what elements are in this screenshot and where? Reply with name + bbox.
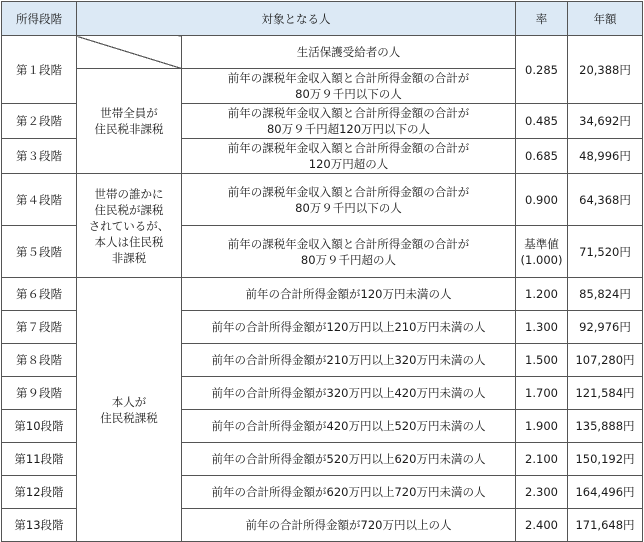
stage-cell: 第８段階 <box>2 344 77 377</box>
group-member-taxed: 世帯の誰かに 住民税が課税 されているが、 本人は住民税 非課税 <box>77 174 182 278</box>
rate-cell: 1.500 <box>516 344 568 377</box>
annual-cell: 171,648円 <box>568 509 643 542</box>
header-rate: 率 <box>516 2 568 36</box>
rate-cell: 基準値 (1.000) <box>516 226 568 278</box>
stage-cell: 第３段階 <box>2 139 77 174</box>
rate-cell: 2.400 <box>516 509 568 542</box>
stage-cell: 第２段階 <box>2 104 77 139</box>
condition-cell: 前年の合計所得金額が210万円以上320万円未満の人 <box>182 344 516 377</box>
stage-cell: 第13段階 <box>2 509 77 542</box>
table-row <box>2 36 643 69</box>
stage-cell: 第７段階 <box>2 311 77 344</box>
stage-cell: 第５段階 <box>2 226 77 278</box>
annual-cell: 71,520円 <box>568 226 643 278</box>
table-row <box>2 278 643 311</box>
annual-cell: 20,388円 <box>568 36 643 104</box>
condition-cell: 前年の合計所得金額が520万円以上620万円未満の人 <box>182 443 516 476</box>
rate-cell: 0.900 <box>516 174 568 226</box>
header-target: 対象となる人 <box>77 2 516 36</box>
annual-cell: 85,824円 <box>568 278 643 311</box>
stage-cell: 第11段階 <box>2 443 77 476</box>
condition-cell: 前年の課税年金収入額と合計所得金額の合計が 80万９千円超の人 <box>182 226 516 278</box>
stage-cell: 第６段階 <box>2 278 77 311</box>
annual-cell: 121,584円 <box>568 377 643 410</box>
rate-cell: 0.685 <box>516 139 568 174</box>
annual-cell: 34,692円 <box>568 104 643 139</box>
rate-cell: 0.285 <box>516 36 568 104</box>
stage-cell: 第12段階 <box>2 476 77 509</box>
header-row <box>2 2 643 36</box>
condition-cell: 前年の課税年金収入額と合計所得金額の合計が 80万９千円超120万円以下の人 <box>182 104 516 139</box>
annual-cell: 107,280円 <box>568 344 643 377</box>
header-annual: 年額 <box>568 2 643 36</box>
rate-cell: 2.300 <box>516 476 568 509</box>
stage-cell: 第９段階 <box>2 377 77 410</box>
condition-cell: 前年の課税年金収入額と合計所得金額の合計が 80万９千円以下の人 <box>182 174 516 226</box>
premium-table <box>1 1 643 542</box>
condition-cell: 前年の合計所得金額が120万円未満の人 <box>182 278 516 311</box>
table-row <box>2 174 643 226</box>
annual-cell: 150,192円 <box>568 443 643 476</box>
group-household-exempt: 世帯全員が 住民税非課税 <box>77 69 182 174</box>
empty-diagonal-cell <box>77 36 182 69</box>
annual-cell: 92,976円 <box>568 311 643 344</box>
header-stage: 所得段階 <box>2 2 77 36</box>
rate-cell: 2.100 <box>516 443 568 476</box>
condition-cell: 前年の合計所得金額が120万円以上210万円未満の人 <box>182 311 516 344</box>
rate-cell: 1.200 <box>516 278 568 311</box>
condition-cell: 前年の合計所得金額が720万円以上の人 <box>182 509 516 542</box>
condition-cell: 前年の合計所得金額が620万円以上720万円未満の人 <box>182 476 516 509</box>
condition-cell: 前年の課税年金収入額と合計所得金額の合計が 120万円超の人 <box>182 139 516 174</box>
annual-cell: 135,888円 <box>568 410 643 443</box>
annual-cell: 64,368円 <box>568 174 643 226</box>
stage-cell: 第１段階 <box>2 36 77 104</box>
group-self-taxed: 本人が 住民税課税 <box>77 278 182 542</box>
rate-cell: 1.700 <box>516 377 568 410</box>
condition-cell: 前年の課税年金収入額と合計所得金額の合計が 80万９千円以下の人 <box>182 69 516 104</box>
annual-cell: 164,496円 <box>568 476 643 509</box>
rate-cell: 1.900 <box>516 410 568 443</box>
stage-cell: 第４段階 <box>2 174 77 226</box>
condition-cell: 前年の合計所得金額が420万円以上520万円未満の人 <box>182 410 516 443</box>
condition-cell: 生活保護受給者の人 <box>182 36 516 69</box>
annual-cell: 48,996円 <box>568 139 643 174</box>
stage-cell: 第10段階 <box>2 410 77 443</box>
rate-cell: 1.300 <box>516 311 568 344</box>
rate-cell: 0.485 <box>516 104 568 139</box>
condition-cell: 前年の合計所得金額が320万円以上420万円未満の人 <box>182 377 516 410</box>
